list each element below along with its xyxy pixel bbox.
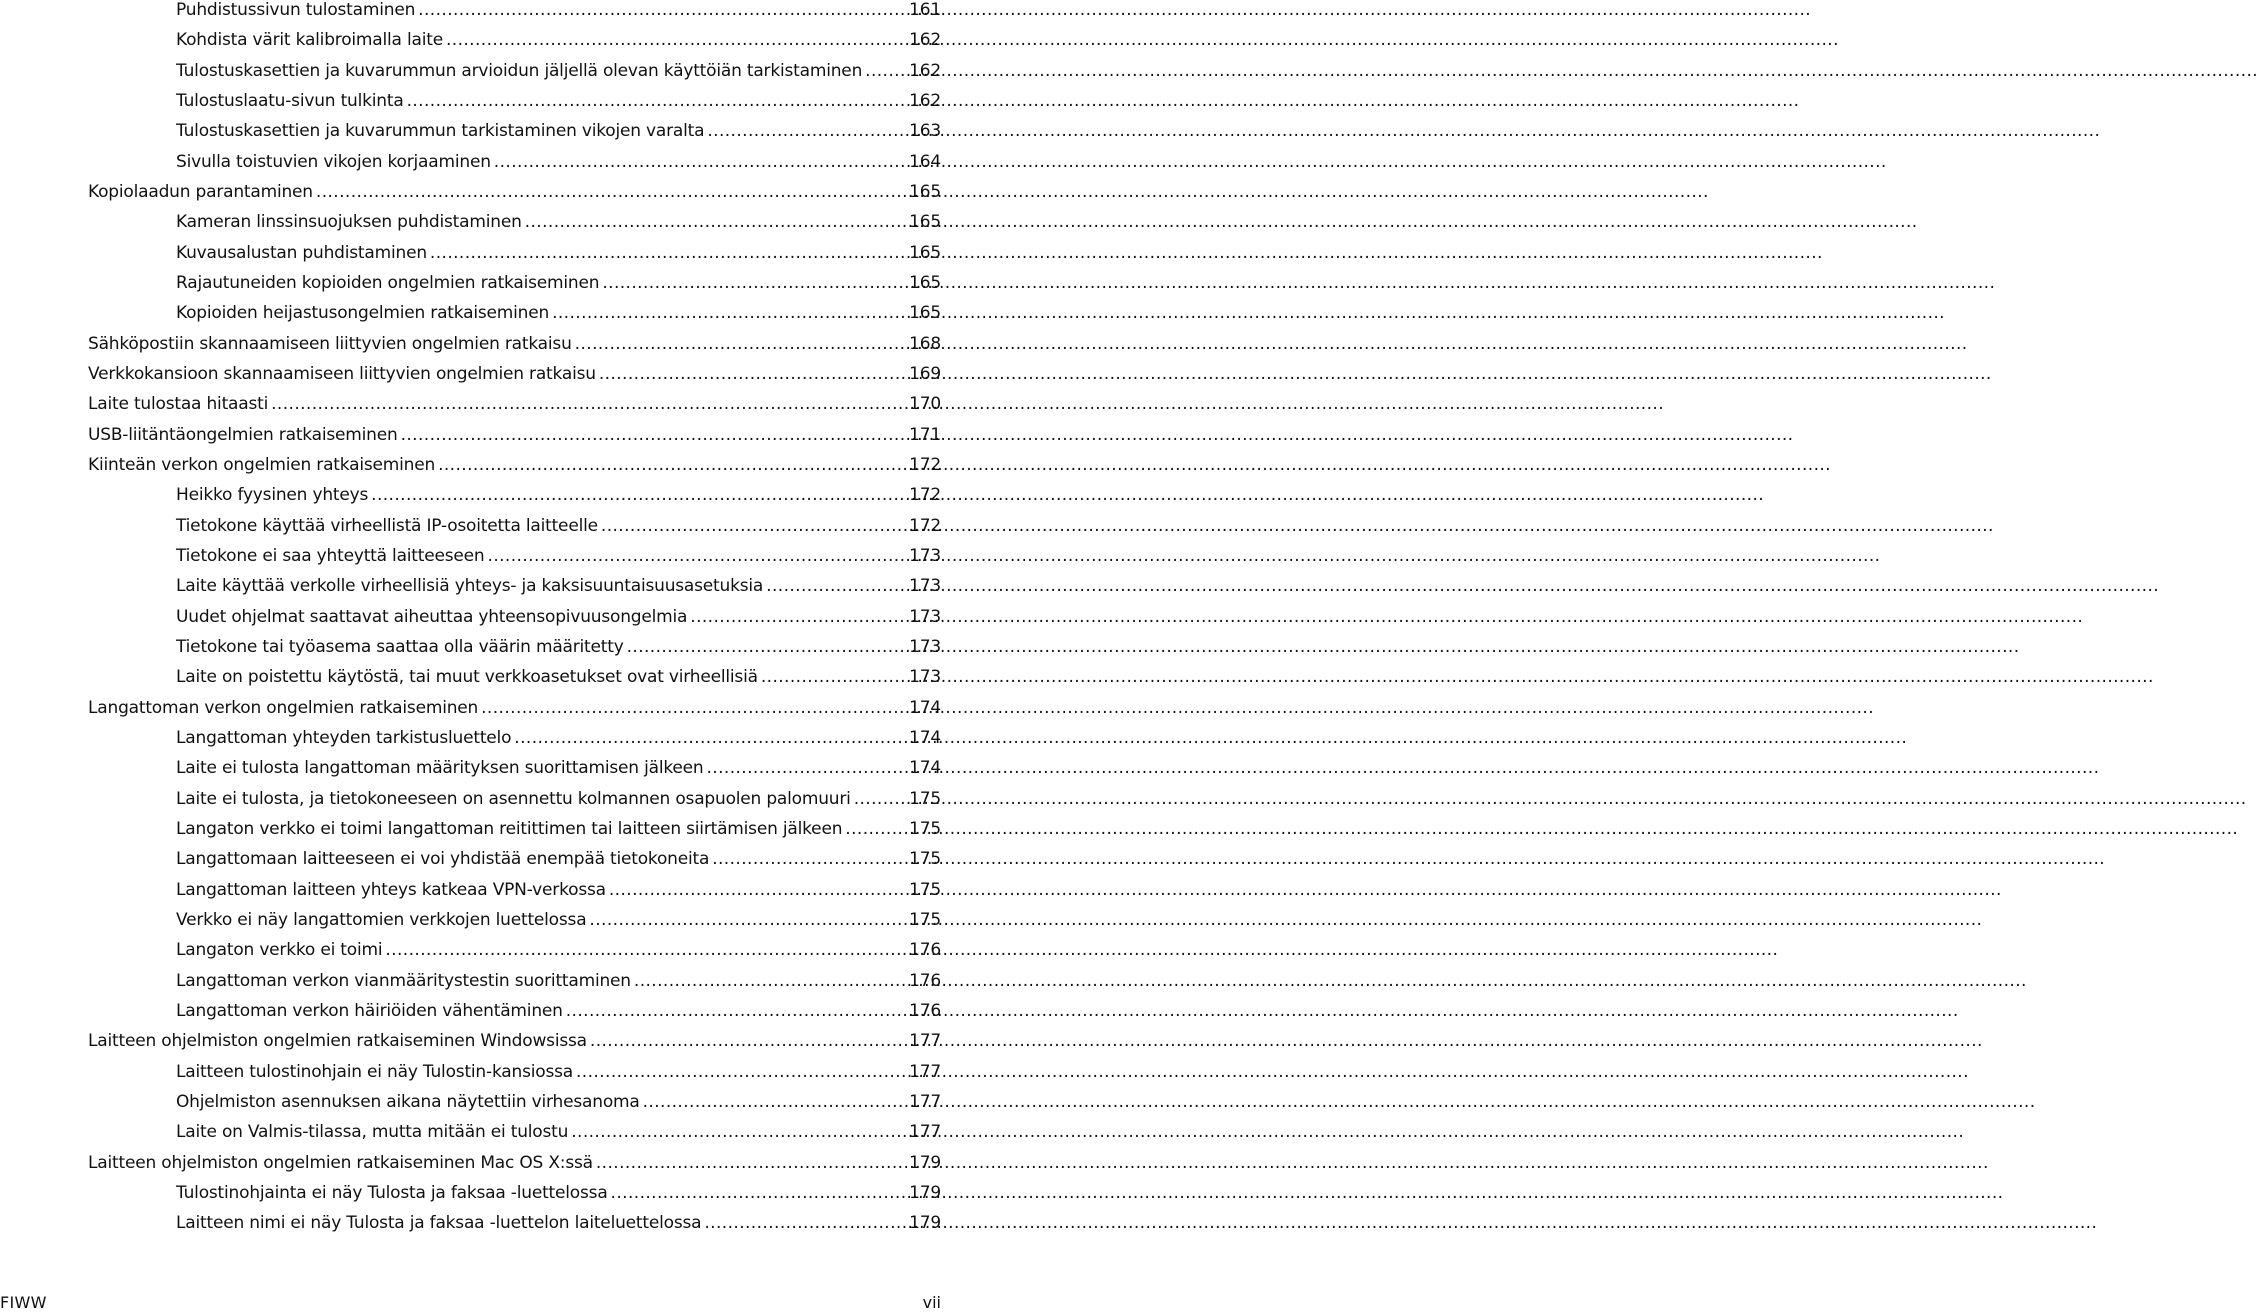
toc-entry-title: Langattoman yhteyden tarkistusluettelo [176,727,512,748]
toc-entry-page-number: 165 [909,212,941,233]
toc-dot-leader [602,270,903,296]
footer-document-code: FIWW [0,1293,47,1312]
toc-entry [176,513,941,539]
footer-page-number: vii [922,1293,941,1312]
toc-entry-page-number: 174 [909,727,941,748]
toc-entry-page-number: 173 [909,576,941,597]
toc-entry-title: Laite on Valmis-tilassa, mutta mitään ei tulostu [176,1122,569,1143]
toc-entry-page-number: 172 [909,515,941,536]
toc-dot-leader [706,755,903,781]
toc-entry [176,543,941,569]
toc-dot-leader [438,452,903,478]
toc-entry [176,1089,941,1115]
toc-entry-title: Tulostinohjainta ei näy Tulosta ja faksaa -luettelossa [176,1182,608,1203]
toc-entry [176,58,941,84]
toc-dot-leader [418,0,903,23]
toc-dot-leader [571,1119,903,1145]
toc-entry-title: Laite on poistettu käytöstä, tai muut verkkoasetukset ovat virheellisiä [176,667,758,688]
toc-entry [176,0,941,23]
toc-entry-page-number: 177 [909,1091,941,1112]
page-footer [0,1284,960,1314]
toc-dot-leader [596,1150,903,1176]
toc-entry-page-number: 179 [909,1182,941,1203]
toc-entry [88,1150,941,1176]
toc-dot-leader [271,391,903,417]
toc-entry [176,816,941,842]
toc-entry-page-number: 177 [909,1061,941,1082]
toc-dot-leader [488,543,903,569]
toc-entry-page-number: 179 [909,1152,941,1173]
toc-entry-page-number: 175 [909,788,941,809]
toc-entry [88,331,941,357]
toc-entry [176,1059,941,1085]
toc-entry-title: Rajautuneiden kopioiden ongelmien ratkaiseminen [176,273,600,293]
toc-entry-page-number: 165 [909,242,941,263]
toc-entry [176,877,941,903]
toc-entry-page-number: 177 [909,1122,941,1143]
toc-dot-leader [854,786,903,812]
toc-entry [176,88,941,114]
toc-entry-title: Tietokone ei saa yhteyttä laitteeseen [176,545,485,566]
toc-entry-title: Laite tulostaa hitaasti [88,394,269,415]
toc-entry [176,482,941,508]
toc-entry-title: Langattoman laitteen yhteys katkeaa VPN-verkossa [176,879,606,900]
toc-entry [176,27,941,53]
toc-entry-page-number: 173 [909,667,941,688]
toc-entry-page-number: 174 [909,758,941,779]
toc-entry-title: Kopioiden heijastusongelmien ratkaiseminen [176,303,550,324]
toc-dot-leader [845,816,903,842]
toc-entry-page-number: 162 [909,91,941,111]
toc-dot-leader [865,58,903,84]
toc-entry [176,634,941,660]
toc-dot-leader [566,998,903,1024]
toc-dot-leader [552,300,903,326]
toc-entry-page-number: 161 [909,0,941,20]
toc-dot-leader [627,634,903,660]
toc-entry [176,1210,941,1236]
toc-dot-leader [430,240,903,266]
toc-entry-title: Langaton verkko ei toimi langattoman reitittimen tai laitteen siirtämisen jälkeen [176,818,843,839]
toc-entry-title: Langattomaan laitteeseen ei voi yhdistää enempää tietokoneita [176,849,710,870]
toc-entry-title: Puhdistussivun tulostaminen [176,0,416,20]
toc-entry [88,179,941,205]
toc-entry [176,998,941,1024]
toc-entry-page-number: 165 [909,273,941,293]
toc-entry-title: Langattoman verkon ongelmien ratkaiseminen [88,697,479,718]
toc-entry-page-number: 164 [909,151,941,172]
toc-dot-leader [766,573,903,599]
toc-entry-page-number: 177 [909,1031,941,1052]
toc-dot-leader [525,209,903,235]
toc-entry-title: Langattoman verkon vianmääritystestin suorittaminen [176,970,631,991]
toc-entry [176,937,941,963]
toc-entry-title: Sähköpostiin skannaamiseen liittyvien ongelmien ratkaisu [88,333,572,354]
toc-entry [176,240,941,266]
toc-entry [88,1028,941,1054]
toc-entry-title: Tietokone käyttää virheellistä IP-osoitetta laitteelle [176,515,598,536]
toc-entry-title: Kuvausalustan puhdistaminen [176,242,427,263]
toc-entry-title: Tulostuskasettien ja kuvarummun tarkistaminen vikojen varalta [176,121,705,142]
toc-entry-page-number: 171 [909,424,941,445]
toc-entry-page-number: 165 [909,303,941,324]
toc-entry-page-number: 172 [909,454,941,475]
toc-entry-page-number: 163 [909,121,941,142]
toc-dot-leader [599,361,903,387]
toc-entry [176,907,941,933]
toc-dot-leader [611,1180,903,1206]
toc-entry-page-number: 175 [909,818,941,839]
toc-entry-page-number: 165 [909,182,941,202]
toc-dot-leader [589,907,903,933]
toc-entry [176,1119,941,1145]
toc-entry-title: Tulostuslaatu-sivun tulkinta [176,91,404,111]
toc-entry-page-number: 175 [909,849,941,870]
toc-entry-title: Kameran linssinsuojuksen puhdistaminen [176,212,522,233]
toc-entry [176,755,941,781]
toc-entry-title: Sivulla toistuvien vikojen korjaaminen [176,151,491,172]
toc-entry [176,786,941,812]
toc-dot-leader [407,88,903,114]
toc-entry [88,361,941,387]
toc-entry-page-number: 169 [909,364,941,384]
toc-entry [176,300,941,326]
toc-dot-leader [575,331,903,357]
toc-dot-leader [707,118,903,144]
toc-dot-leader [590,1028,903,1054]
toc-entry [176,573,941,599]
toc-entry-title: Laitteen ohjelmiston ongelmien ratkaiseminen Mac OS X:ssä [88,1152,593,1173]
toc-entry-title: Verkkokansioon skannaamiseen liittyvien ongelmien ratkaisu [88,364,596,384]
toc-entry-title: Heikko fyysinen yhteys [176,485,369,506]
toc-dot-leader [316,179,903,205]
toc-entry-page-number: 179 [909,1213,941,1234]
toc-entry [176,1180,941,1206]
toc-entry-title: Langattoman verkon häiriöiden vähentäminen [176,1000,563,1021]
toc-entry [176,968,941,994]
toc-entry [176,604,941,630]
toc-entry-title: USB-liitäntäongelmien ratkaiseminen [88,424,398,445]
toc-entry-title: Tulostuskasettien ja kuvarummun arvioidun jäljellä olevan käyttöiän tarkistaminen [176,60,863,81]
toc-entry-page-number: 173 [909,636,941,657]
toc-entry-title: Kohdista värit kalibroimalla laite [176,30,443,51]
toc-dot-leader [576,1059,903,1085]
toc-entry-page-number: 162 [909,60,941,81]
toc-entry-title: Langaton verkko ei toimi [176,940,383,961]
toc-entry-page-number: 175 [909,909,941,930]
toc-entry-page-number: 172 [909,485,941,506]
toc-entry-page-number: 176 [909,1000,941,1021]
toc-entry-title: Kiinteän verkon ongelmien ratkaiseminen [88,454,436,475]
toc-entry-page-number: 173 [909,606,941,627]
toc-entry [176,149,941,175]
toc-entry-title: Laitteen tulostinohjain ei näy Tulostin-kansiossa [176,1061,573,1082]
toc-entry [88,391,941,417]
toc-dot-leader [643,1089,903,1115]
toc-entry [88,422,941,448]
toc-entry-title: Tietokone tai työasema saattaa olla väärin määritetty [176,636,624,657]
toc-entry-title: Kopiolaadun parantaminen [88,182,313,202]
toc-entry [176,209,941,235]
toc-dot-leader [634,968,903,994]
toc-entry-title: Laite käyttää verkolle virheellisiä yhteys- ja kaksisuuntaisuusasetuksia [176,576,764,597]
toc-entry [176,664,941,690]
toc-dot-leader [514,725,903,751]
toc-entry [88,452,941,478]
toc-entry-title: Laitteen ohjelmiston ongelmien ratkaiseminen Windowsissa [88,1031,587,1052]
toc-entry [176,118,941,144]
toc-entry-page-number: 173 [909,545,941,566]
toc-entry-page-number: 168 [909,333,941,354]
toc-entry-page-number: 174 [909,697,941,718]
toc-entry-title: Laitteen nimi ei näy Tulosta ja faksaa -luettelon laiteluettelossa [176,1213,702,1234]
toc-entry [176,270,941,296]
toc-entry-title: Laite ei tulosta, ja tietokoneeseen on asennettu kolmannen osapuolen palomuuri [176,788,851,809]
toc-entry-page-number: 162 [909,30,941,51]
toc-dot-leader [385,937,903,963]
toc-dot-leader [712,846,903,872]
toc-entry-title: Ohjelmiston asennuksen aikana näytettiin virhesanoma [176,1091,640,1112]
toc-entry [88,695,941,721]
toc-dot-leader [690,604,903,630]
toc-entry-page-number: 176 [909,940,941,961]
toc-entry-page-number: 176 [909,970,941,991]
toc-dot-leader [481,695,903,721]
toc-dot-leader [371,482,903,508]
toc-dot-leader [401,422,903,448]
toc-dot-leader [446,27,903,53]
toc-dot-leader [704,1210,903,1236]
toc-dot-leader [761,664,903,690]
toc-entry-title: Laite ei tulosta langattoman määrityksen suorittamisen jälkeen [176,758,704,779]
toc-entry [176,725,941,751]
toc-entry-page-number: 175 [909,879,941,900]
toc-entry-page-number: 170 [909,394,941,415]
toc-entry-title: Verkko ei näy langattomien verkkojen luettelossa [176,909,587,930]
toc-entry [176,846,941,872]
toc-entry-title: Uudet ohjelmat saattavat aiheuttaa yhteensopivuusongelmia [176,606,688,627]
toc-dot-leader [494,149,903,175]
toc-dot-leader [609,877,903,903]
toc-dot-leader [601,513,903,539]
